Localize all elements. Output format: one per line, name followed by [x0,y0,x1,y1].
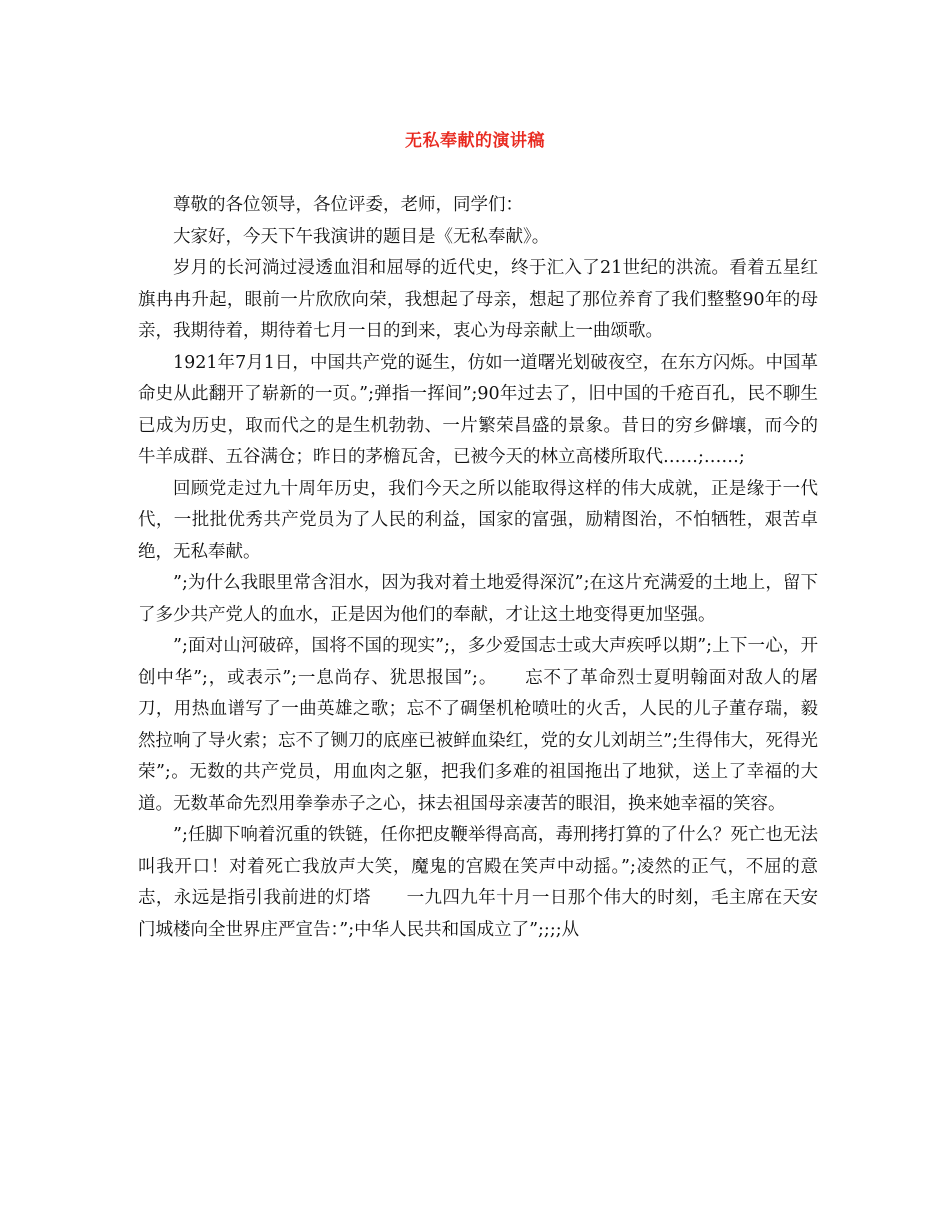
paragraph-martyrs: ”;面对山河破碎，国将不国的现实”;，多少爱国志士或大声疾呼以期”;上下一心，开创中华”;，或表示”;一息尚存、犹思报国”;。 忘不了革命烈士夏明翰面对敌人的屠刀，用热血谱写了一曲英雄之歌；忘不了碉堡机枪喷吐的火舌，人民的儿子董存瑞，毅然拉响了导火索；忘不了铡刀的底座已被鲜血染红，党的女儿刘胡兰”;生得伟大，死得光荣”;。无数的共产党员，用血肉之躯，把我们多难的祖国拖出了地狱，送上了幸福的大道。无数革命先烈用拳拳赤子之心，抹去祖国母亲凄苦的眼泪，换来她幸福的笑容。 [138,636,818,814]
paragraph-salutation: 尊敬的各位领导，各位评委，老师，同学们： [173,195,523,215]
paragraph-party-founding: 1921年7月1日，中国共产党的诞生，仿如一道曙光划破夜空，在东方闪烁。中国革命史从此翻开了崭新的一页。”;弹指一挥间”;90年过去了，旧中国的千疮百孔，民不聊生已成为历史，取而代之的是生机勃勃、一片繁荣昌盛的景象。昔日的穷乡僻壤，而今的牛羊成群、五谷满仓；昨日的茅檐瓦舍，已被今天的林立高楼所取代……;……; [138,352,818,467]
document-body [138,190,818,946]
paragraph-founding-of-prc: ”;任脚下响着沉重的铁链，任你把皮鞭举得高高，毒刑拷打算的了什么？死亡也无法叫我开口！对着死亡我放声大笑，魔鬼的宫殿在笑声中动摇。”;凌然的正气，不屈的意志，永远是指引我前进的灯塔 一九四九年十月一日那个伟大的时刻，毛主席在天安门城楼向全世界庄严宣告：”;中华人民共和国成立了”;;;;从 [138,825,818,940]
paragraph-river-of-history: 岁月的长河淌过浸透血泪和屈辱的近代史，终于汇入了21世纪的洪流。看着五星红旗冉冉升起，眼前一片欣欣向荣，我想起了母亲，想起了那位养育了我们整整90年的母亲，我期待着，期待着七月一日的到来，衷心为母亲献上一曲颂歌。 [138,258,818,341]
paragraph-greeting: 大家好，今天下午我演讲的题目是《无私奉献》。 [173,226,550,247]
paragraph-tears-for-land: ”;为什么我眼里常含泪水，因为我对着土地爱得深沉”;在这片充满爱的土地上，留下了多少共产党人的血水，正是因为他们的奉献，才让这土地变得更加坚强。 [138,573,818,625]
paragraph-ninety-years: 回顾党走过九十周年历史，我们今天之所以能取得这样的伟大成就，正是缘于一代代，一批批优秀共产党员为了人民的利益，国家的富强，励精图治，不怕牺牲，艰苦卓绝，无私奉献。 [138,478,818,562]
document-title: 无私奉献的演讲稿 [405,131,545,151]
